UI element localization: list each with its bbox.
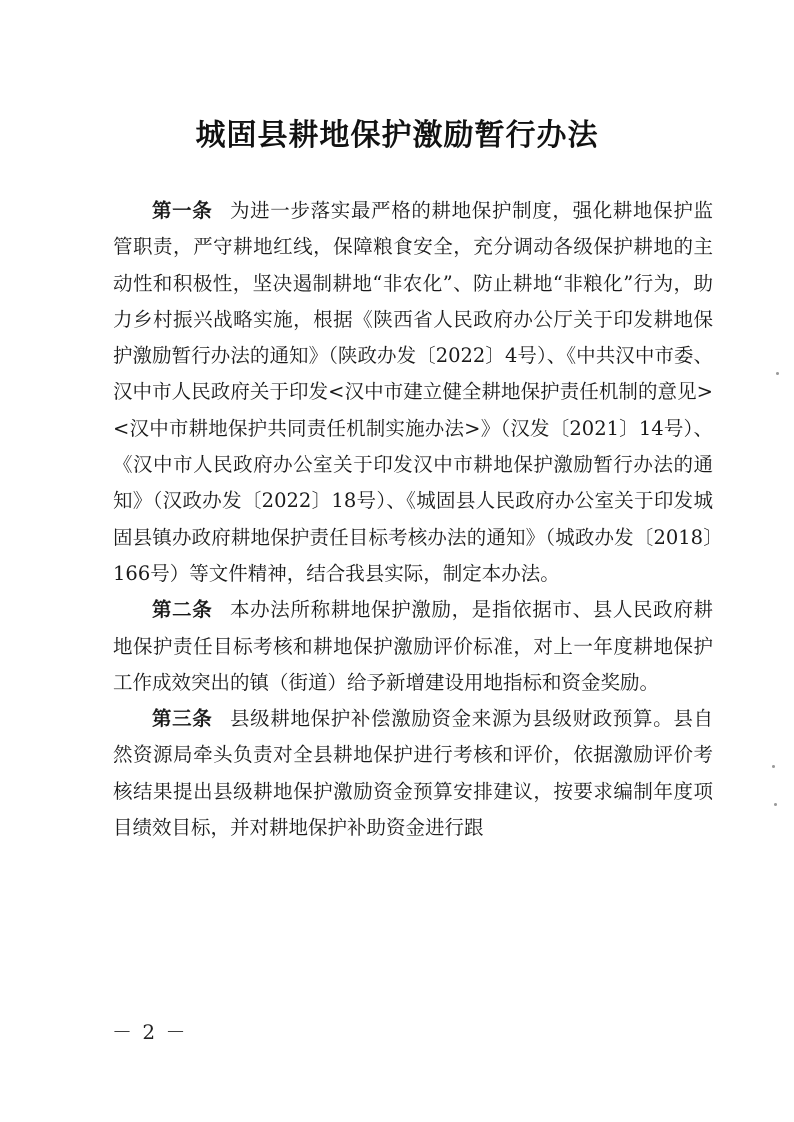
scan-speck xyxy=(772,765,775,768)
article-2-text: 本办法所称耕地保护激励，是指依据市、县人民政府耕地保护责任目标考核和耕地保护激励评价标准，对上一年度耕地保护工作成效突出的镇（街道）给予新增建设用地指标和资金奖励。 xyxy=(113,598,713,694)
article-1-heading: 第一条 xyxy=(152,199,213,222)
article-3-heading: 第三条 xyxy=(152,707,213,731)
article-3-text: 县级耕地保护补偿激励资金来源为县级财政预算。县自然资源局牵头负责对全县耕地保护进行考核和评价，依据激励评价考核结果提出县级耕地保护激励资金预算安排建议，按要求编制年度项目绩效目标，并对耕地保护补助资金进行跟 xyxy=(113,707,713,840)
page-number: － 2 － xyxy=(112,1020,188,1044)
document-body xyxy=(113,193,713,846)
article-1 xyxy=(113,193,713,592)
article-3 xyxy=(113,701,713,846)
article-1-text: 为进一步落实最严格的耕地保护制度，强化耕地保护监管职责，严守耕地红线，保障粮食安全，充分调动各级保护耕地的主动性和积极性，坚决遏制耕地“非农化”、防止耕地“非粮化”行为，助力乡村振兴战略实施，根据《陕西省人民政府办公厅关于印发耕地保护激励暂行办法的通知》（陕政办发〔2022〕4号）、《中共汉中市委、汉中市人民政府关于印发<汉中市建立健全耕地保护责任机制的意见><汉中市耕地保护共同责任机制实施办法>》（汉发〔2021〕14号）、《汉中市人民政府办公室关于印发汉中市耕地保护激励暂行办法的通知》（汉政办发〔2022〕18号）、《城固县人民政府办公室关于印发城固县镇办政府耕地保护责任目标考核办法的通知》（城政办发〔2018〕166号）等文件精神，结合我县实际，制定本办法。 xyxy=(113,199,713,585)
scan-speck xyxy=(776,372,779,375)
article-2-heading: 第二条 xyxy=(152,598,213,622)
scan-speck xyxy=(774,803,777,806)
document-title: 城固县耕地保护激励暂行办法 xyxy=(195,118,599,153)
article-2 xyxy=(113,592,713,701)
